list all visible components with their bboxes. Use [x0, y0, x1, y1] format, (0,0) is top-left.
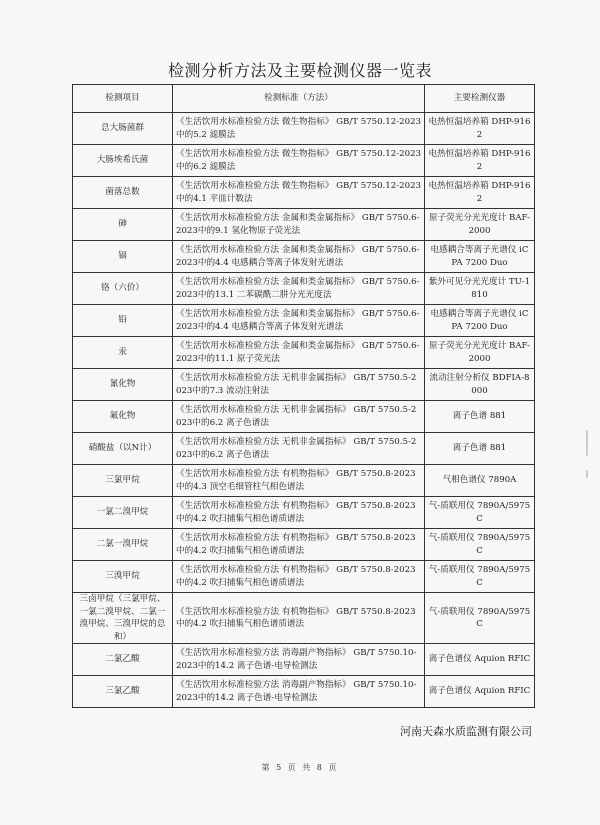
table-header-row — [73, 85, 535, 113]
item-cell: 氰化物 — [73, 369, 173, 401]
inst-cell: 气-质联用仪 7890A/5975C — [425, 561, 535, 593]
table-row — [73, 497, 535, 529]
item-cell: 三卤甲烷（三氯甲烷、一氯二溴甲烷、二氯一溴甲烷、三溴甲烷的总和） — [73, 593, 173, 644]
inst-cell: 紫外可见分光光度计 TU-1810 — [425, 273, 535, 305]
inst-cell: 气-质联用仪 7890A/5975C — [425, 529, 535, 561]
inst-cell: 电热恒温培养箱 DHP-9162 — [425, 145, 535, 177]
inst-cell: 流动注射分析仪 BDFIA-8000 — [425, 369, 535, 401]
std-cell: 《生活饮用水标准检验方法 金属和类金属指标》 GB/T 5750.6-2023中的9.1 氢化物原子荧光法 — [173, 209, 425, 241]
item-cell: 铅 — [73, 305, 173, 337]
item-cell: 总大肠菌群 — [73, 113, 173, 145]
std-cell: 《生活饮用水标准检验方法 金属和类金属指标》 GB/T 5750.6-2023中的4.4 电感耦合等离子体发射光谱法 — [173, 241, 425, 273]
std-cell: 《生活饮用水标准检验方法 消毒副产物指标》 GB/T 5750.10-2023中的14.2 离子色谱-电导检测法 — [173, 644, 425, 676]
methods-table — [72, 84, 535, 708]
table-row — [73, 433, 535, 465]
inst-cell: 离子色谱仪 Aquion RFIC — [425, 644, 535, 676]
table-row — [73, 401, 535, 433]
std-cell: 《生活饮用水标准检验方法 无机非金属指标》 GB/T 5750.5-2023中的7.3 流动注射法 — [173, 369, 425, 401]
table-row — [73, 465, 535, 497]
std-cell: 《生活饮用水标准检验方法 消毒副产物指标》 GB/T 5750.10-2023中的14.2 离子色谱-电导检测法 — [173, 676, 425, 708]
std-cell: 《生活饮用水标准检验方法 有机物指标》 GB/T 5750.8-2023中的4.2 吹扫捕集气相色谱质谱法 — [173, 497, 425, 529]
item-cell: 氟化物 — [73, 401, 173, 433]
inst-cell: 电热恒温培养箱 DHP-9162 — [425, 113, 535, 145]
std-cell: 《生活饮用水标准检验方法 有机物指标》 GB/T 5750.8-2023中的4.2 吹扫捕集气相色谱质谱法 — [173, 561, 425, 593]
inst-cell: 离子色谱仪 Aquion RFIC — [425, 676, 535, 708]
inst-cell: 离子色谱 881 — [425, 401, 535, 433]
scan-mark — [586, 470, 588, 478]
item-cell: 三氯甲烷 — [73, 465, 173, 497]
inst-cell: 气-质联用仪 7890A/5975C — [425, 593, 535, 644]
table-row — [73, 177, 535, 209]
table-row — [73, 113, 535, 145]
page-number: 第 5 页 共 8 页 — [261, 763, 339, 772]
item-cell: 大肠埃希氏菌 — [73, 145, 173, 177]
inst-cell: 原子荧光分光光度计 BAF-2000 — [425, 209, 535, 241]
std-cell: 《生活饮用水标准检验方法 有机物指标》 GB/T 5750.8-2023中的4.2 吹扫捕集气相色谱质谱法 — [173, 593, 425, 644]
header-instrument: 主要检测仪器 — [425, 85, 535, 113]
std-cell: 《生活饮用水标准检验方法 有机物指标》 GB/T 5750.8-2023中的4.2 吹扫捕集气相色谱质谱法 — [173, 529, 425, 561]
table-row — [73, 593, 535, 644]
inst-cell: 气相色谱仪 7890A — [425, 465, 535, 497]
item-cell: 铬（六价） — [73, 273, 173, 305]
inst-cell: 电热恒温培养箱 DHP-9162 — [425, 177, 535, 209]
item-cell: 镉 — [73, 241, 173, 273]
inst-cell: 电感耦合等离子光谱仪 iCPA 7200 Duo — [425, 305, 535, 337]
table-row — [73, 273, 535, 305]
item-cell: 三氯乙酸 — [73, 676, 173, 708]
std-cell: 《生活饮用水标准检验方法 微生物指标》 GB/T 5750.12-2023中的4.1 平皿计数法 — [173, 177, 425, 209]
item-cell: 二氯一溴甲烷 — [73, 529, 173, 561]
scan-mark — [586, 430, 588, 456]
item-cell: 菌落总数 — [73, 177, 173, 209]
item-cell: 二氯乙酸 — [73, 644, 173, 676]
table-row — [73, 369, 535, 401]
item-cell: 硝酸盐（以N计） — [73, 433, 173, 465]
std-cell: 《生活饮用水标准检验方法 金属和类金属指标》 GB/T 5750.6-2023中的4.4 电感耦合等离子体发射光谱法 — [173, 305, 425, 337]
item-cell: 汞 — [73, 337, 173, 369]
table-row — [73, 529, 535, 561]
item-cell: 砷 — [73, 209, 173, 241]
table-row — [73, 305, 535, 337]
std-cell: 《生活饮用水标准检验方法 微生物指标》 GB/T 5750.12-2023中的5.2 滤膜法 — [173, 113, 425, 145]
table-row — [73, 676, 535, 708]
std-cell: 《生活饮用水标准检验方法 无机非金属指标》 GB/T 5750.5-2023中的6.2 离子色谱法 — [173, 433, 425, 465]
table-row — [73, 337, 535, 369]
table-body — [73, 113, 535, 708]
table-row — [73, 209, 535, 241]
item-cell: 一氯二溴甲烷 — [73, 497, 173, 529]
document-title: 检测分析方法及主要检测仪器一览表 — [167, 61, 432, 80]
header-item: 检测项目 — [73, 85, 173, 113]
inst-cell: 原子荧光分光光度计 BAF-2000 — [425, 337, 535, 369]
std-cell: 《生活饮用水标准检验方法 金属和类金属指标》 GB/T 5750.6-2023中的13.1 二苯碳酰二肼分光光度法 — [173, 273, 425, 305]
table-row — [73, 644, 535, 676]
std-cell: 《生活饮用水标准检验方法 金属和类金属指标》 GB/T 5750.6-2023中的11.1 原子荧光法 — [173, 337, 425, 369]
std-cell: 《生活饮用水标准检验方法 有机物指标》 GB/T 5750.8-2023中的4.3 顶空毛细管柱气相色谱法 — [173, 465, 425, 497]
inst-cell: 气-质联用仪 7890A/5975C — [425, 497, 535, 529]
inst-cell: 离子色谱 881 — [425, 433, 535, 465]
table-row — [73, 145, 535, 177]
std-cell: 《生活饮用水标准检验方法 微生物指标》 GB/T 5750.12-2023中的6.2 滤膜法 — [173, 145, 425, 177]
organization-name: 河南天森水质监测有限公司 — [400, 725, 532, 738]
table-row — [73, 241, 535, 273]
table-row — [73, 561, 535, 593]
inst-cell: 电感耦合等离子光谱仪 iCPA 7200 Duo — [425, 241, 535, 273]
header-standard: 检测标准（方法） — [173, 85, 425, 113]
std-cell: 《生活饮用水标准检验方法 无机非金属指标》 GB/T 5750.5-2023中的6.2 离子色谱法 — [173, 401, 425, 433]
item-cell: 三溴甲烷 — [73, 561, 173, 593]
